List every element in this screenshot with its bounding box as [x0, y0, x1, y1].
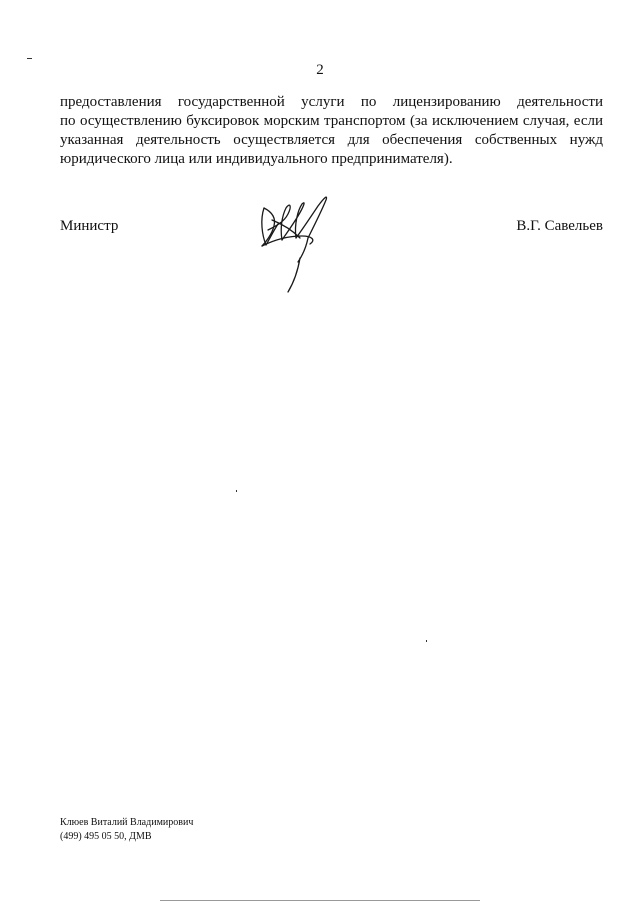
scan-artifact: [27, 58, 32, 59]
scan-artifact: [426, 640, 427, 642]
body-paragraph: [60, 93, 603, 169]
scan-edge-line: [160, 900, 480, 901]
body-line: предоставления государственной услуги по лицензированию деятельности: [60, 94, 603, 110]
scan-artifact: [236, 490, 237, 492]
page-number: 2: [316, 62, 324, 78]
handwritten-signature: [252, 190, 342, 295]
body-line: указанная деятельность осуществляется для обеспечения собственных нужд: [60, 132, 603, 148]
body-line: юридического лица или индивидуального предпринимателя).: [60, 151, 453, 167]
executor-footer: [60, 816, 193, 844]
signer-name: В.Г. Савельев: [516, 218, 603, 234]
signer-position: Министр: [60, 218, 119, 234]
executor-name: Клюев Виталий Владимирович: [60, 817, 194, 828]
body-line: по осуществлению буксировок морским транспортом (за исключением случая, если: [60, 113, 603, 129]
executor-phone: (499) 495 05 50, ДМВ: [60, 831, 152, 842]
